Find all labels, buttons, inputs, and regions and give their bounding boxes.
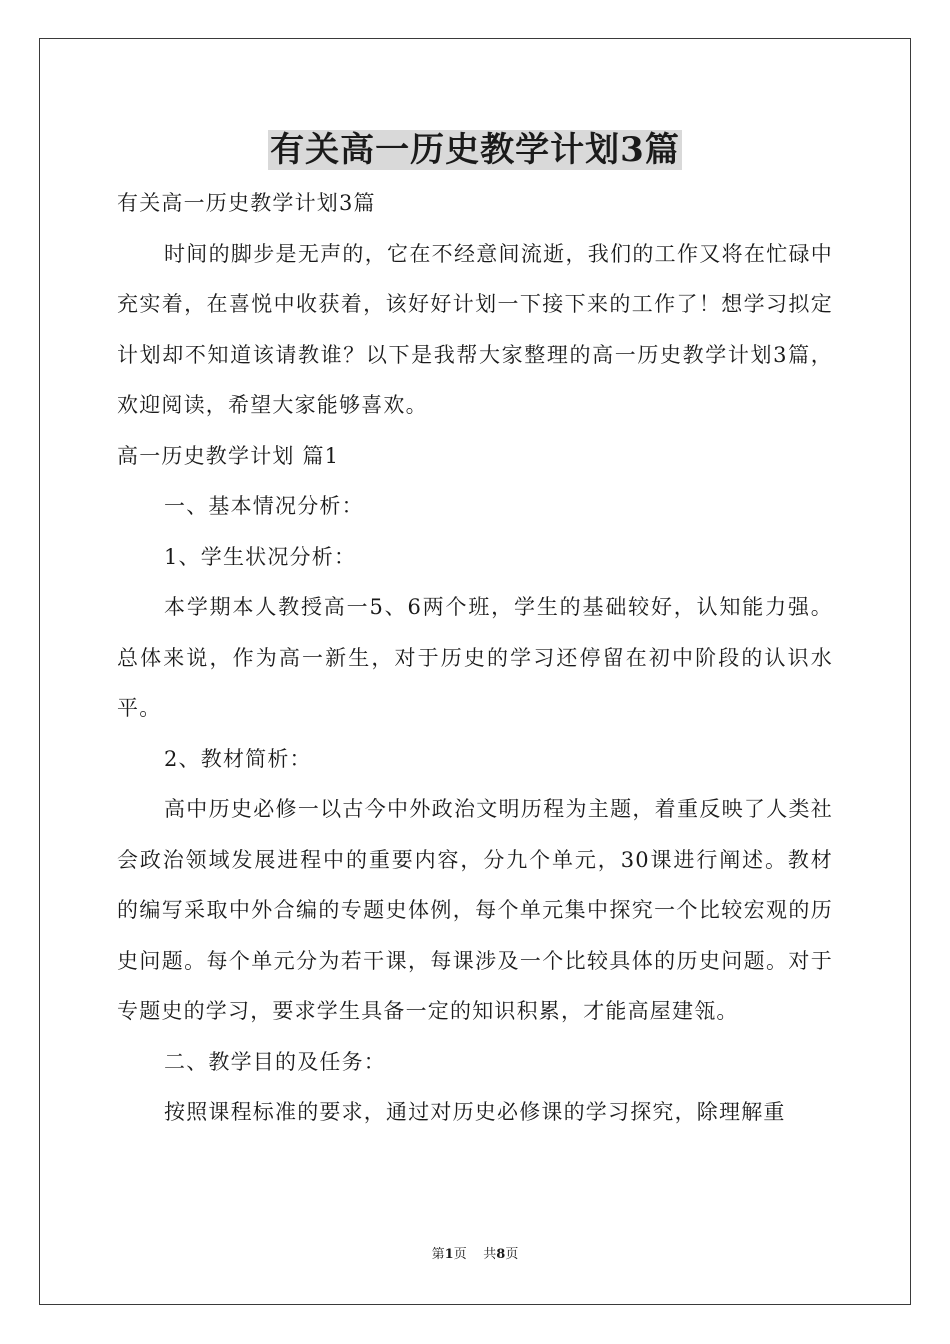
paragraph: 有关高一历史教学计划3篇 bbox=[117, 191, 376, 215]
paragraph: 时间的脚步是无声的，它在不经意间流逝，我们的工作又将在忙碌中充实着，在喜悦中收获着，该好好计划一下接下来的工作了！想学习拟定计划却不知道该请教谁？以下是我帮大家整理的高一历史教学计划3篇，欢迎阅读，希望大家能够喜欢。 bbox=[117, 241, 833, 417]
total-suffix: 页 bbox=[505, 1247, 519, 1262]
total-prefix: 共 bbox=[483, 1247, 497, 1262]
page-footer bbox=[0, 1245, 950, 1265]
subheading: 1、学生状况分析： bbox=[164, 544, 357, 569]
document-title-text: 有关高一历史教学计划3篇 bbox=[270, 130, 680, 170]
document-body bbox=[117, 178, 833, 1138]
document-title bbox=[0, 126, 950, 174]
subheading: 二、教学目的及任务： bbox=[164, 1049, 386, 1074]
subheading: 2、教材简析： bbox=[164, 746, 312, 771]
paragraph: 本学期本人教授高一5、6两个班，学生的基础较好，认知能力强。总体来说，作为高一新生，对于历史的学习还停留在初中阶段的认识水平。 bbox=[117, 595, 833, 720]
page-prefix: 第 bbox=[431, 1247, 445, 1262]
total-page-count: 8 bbox=[496, 1247, 506, 1262]
page-suffix: 页 bbox=[453, 1247, 467, 1262]
current-page-number: 1 bbox=[444, 1247, 454, 1262]
subheading: 一、基本情况分析： bbox=[164, 494, 364, 518]
paragraph: 按照课程标准的要求，通过对历史必修课的学习探究，除理解重 bbox=[164, 1100, 786, 1124]
section-heading: 高一历史教学计划 篇1 bbox=[117, 443, 340, 468]
paragraph: 高中历史必修一以古今中外政治文明历程为主题，着重反映了人类社会政治领域发展进程中的重要内容，分九个单元，30课进行阐述。教材的编写采取中外合编的专题史体例，每个单元集中探究一个比较宏观的历史问题。每个单元分为若干课，每课涉及一个比较具体的历史问题。对于专题史的学习，要求学生具备一定的知识积累，才能高屋建瓴。 bbox=[117, 797, 833, 1023]
